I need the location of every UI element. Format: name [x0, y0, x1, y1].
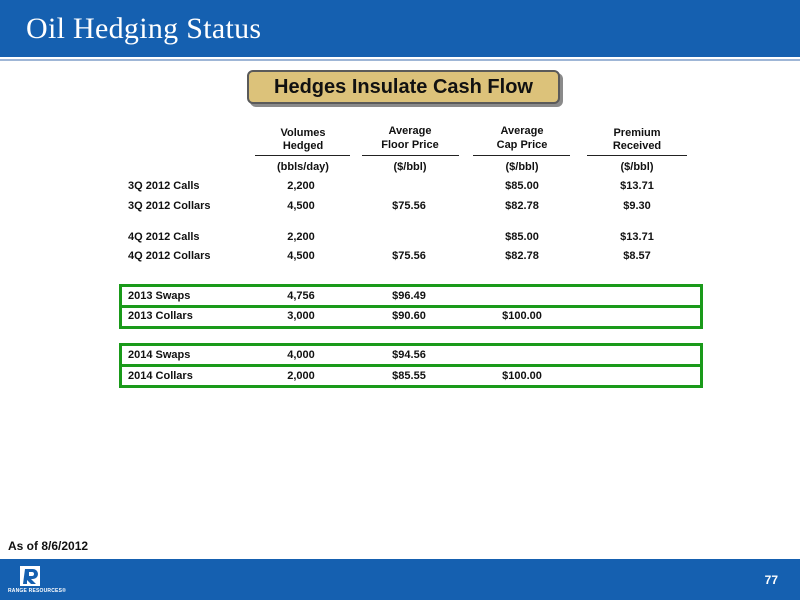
col-premium-line2: Received: [612, 140, 662, 152]
cell-volume: 2,200: [287, 231, 315, 243]
cell-volume: 2,200: [287, 180, 315, 192]
unit-cap: ($/bbl): [505, 161, 539, 173]
cell-cap: $85.00: [505, 180, 539, 192]
footer-bar: [0, 559, 800, 600]
page-title: Oil Hedging Status: [26, 12, 262, 45]
unit-volumes: (bbls/day): [277, 161, 329, 173]
row-label: 3Q 2012 Collars: [128, 200, 211, 212]
logo-wordmark: RANGE RESOURCES®: [8, 588, 67, 594]
row-label: 4Q 2012 Collars: [128, 250, 211, 262]
row-label: 4Q 2012 Calls: [128, 231, 200, 243]
col-premium-underline: [587, 155, 687, 156]
page-number: 77: [764, 573, 778, 587]
cell-volume: 4,500: [287, 250, 315, 262]
cell-premium: $13.71: [620, 180, 654, 192]
cell-volume: 4,500: [287, 200, 315, 212]
unit-floor: ($/bbl): [393, 161, 427, 173]
cell-floor: $75.56: [392, 250, 426, 262]
row-label: 2013 Collars: [128, 310, 193, 322]
cell-cap: $82.78: [505, 200, 539, 212]
col-volumes-underline: [255, 155, 350, 156]
cell-floor: $75.56: [392, 200, 426, 212]
cell-floor: $85.55: [392, 370, 426, 382]
col-floor-line1: Average: [388, 125, 432, 137]
cell-cap: $100.00: [502, 370, 542, 382]
banner-title: Hedges Insulate Cash Flow: [247, 70, 560, 104]
cell-cap: $85.00: [505, 231, 539, 243]
cell-floor: $94.56: [392, 349, 426, 361]
cell-premium: $8.57: [623, 250, 651, 262]
col-volumes-line2: Hedged: [282, 140, 324, 152]
cell-volume: 4,756: [287, 290, 315, 302]
col-cap-line2: Cap Price: [496, 139, 548, 151]
col-floor-line2: Floor Price: [381, 139, 439, 151]
as-of-date: As of 8/6/2012: [8, 539, 89, 553]
col-volumes-line1: Volumes: [280, 127, 326, 139]
row-label: 2014 Collars: [128, 370, 193, 382]
col-floor-underline: [362, 155, 459, 156]
row-label: 3Q 2012 Calls: [128, 180, 200, 192]
header-divider: [0, 59, 800, 61]
cell-premium: $9.30: [623, 200, 651, 212]
cell-cap: $100.00: [502, 310, 542, 322]
cell-cap: $82.78: [505, 250, 539, 262]
col-cap-underline: [473, 155, 570, 156]
col-premium-line1: Premium: [613, 127, 661, 139]
cell-volume: 3,000: [287, 310, 315, 322]
cell-floor: $90.60: [392, 310, 426, 322]
cell-volume: 4,000: [287, 349, 315, 361]
cell-premium: $13.71: [620, 231, 654, 243]
unit-premium: ($/bbl): [620, 161, 654, 173]
col-cap-line1: Average: [500, 125, 544, 137]
cell-volume: 2,000: [287, 370, 315, 382]
cell-floor: $96.49: [392, 290, 426, 302]
row-label: 2013 Swaps: [128, 290, 191, 302]
row-label: 2014 Swaps: [128, 349, 191, 361]
